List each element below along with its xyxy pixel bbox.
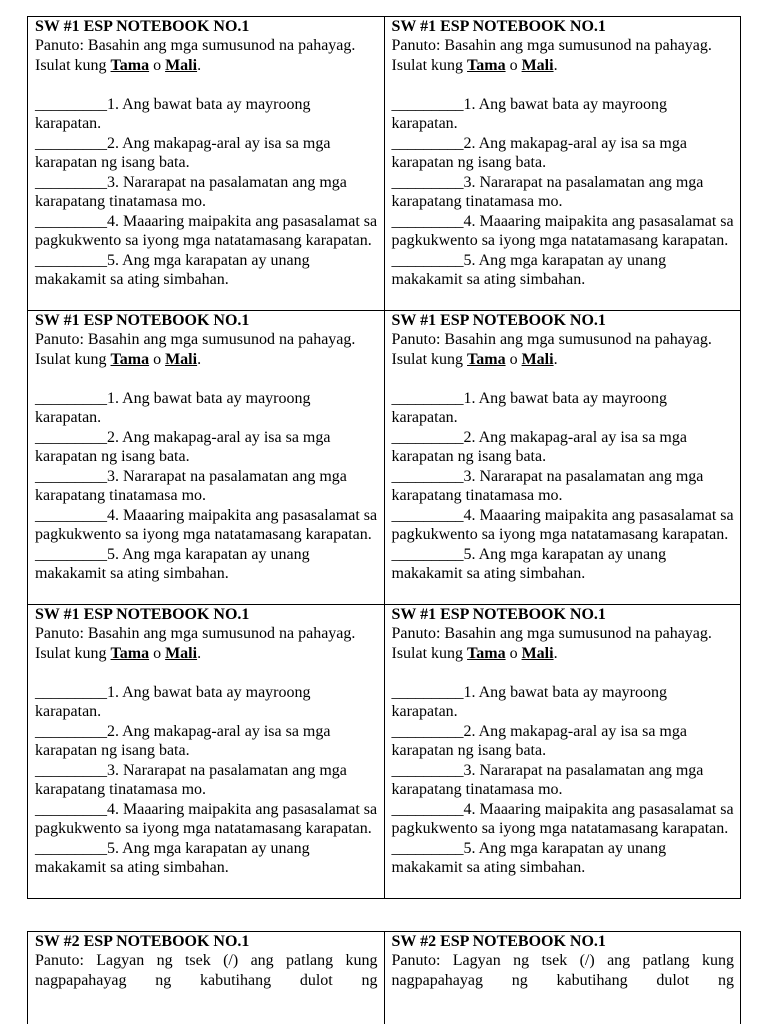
sw1-card-title: SW #1 ESP NOTEBOOK NO.1 xyxy=(35,18,250,35)
answer-blank: _________ xyxy=(35,800,107,818)
item-text: 2. Ang makapag-aral ay isa sa mga karapatan ng isang bata. xyxy=(35,428,331,465)
item-text: 2. Ang makapag-aral ay isa sa mga karapatan ng isang bata. xyxy=(391,428,687,465)
answer-blank: _________ xyxy=(35,545,107,563)
sw1-item xyxy=(392,839,735,878)
sw1-item xyxy=(392,683,735,722)
item-text: 2. Ang makapag-aral ay isa sa mga karapatan ng isang bata. xyxy=(391,722,687,759)
tama-keyword: Tama xyxy=(467,56,506,74)
sw1-item xyxy=(392,251,735,290)
blank-line-spacer xyxy=(35,75,378,95)
item-text: 4. Maaaring maipakita ang pasasalamat sa pagkukwento sa iyong mga natatamasang karapatan. xyxy=(391,506,734,543)
sw2-instructions-line: Panuto: Lagyan ng tsek (/) ang patlang kung xyxy=(35,952,378,969)
sw1-card-row xyxy=(28,17,741,311)
mali-keyword: Mali xyxy=(521,56,554,74)
answer-blank: _________ xyxy=(35,428,107,446)
answer-blank: _________ xyxy=(35,389,107,407)
sw1-item xyxy=(392,506,735,545)
sw2-card xyxy=(384,932,741,1024)
answer-blank: _________ xyxy=(391,95,464,113)
item-text: 2. Ang makapag-aral ay isa sa mga karapatan ng isang bata. xyxy=(35,722,331,759)
sw1-instructions-text: Panuto: Basahin ang mga sumusunod na pahayag. Isulat kung xyxy=(391,37,712,74)
mali-keyword: Mali xyxy=(521,350,554,368)
sw1-card-row xyxy=(28,605,741,899)
sw1-instructions-text: o xyxy=(149,644,166,662)
item-text: 5. Ang mga karapatan ay unang makakamit sa ating simbahan. xyxy=(391,839,667,876)
sw1-instructions-text: . xyxy=(553,56,558,74)
item-text: 4. Maaaring maipakita ang pasasalamat sa pagkukwento sa iyong mga natatamasang karapatan. xyxy=(35,212,378,249)
answer-blank: _________ xyxy=(35,839,107,857)
sw2-card-grid xyxy=(27,931,741,1024)
sw1-instructions-text: Panuto: Basahin ang mga sumusunod na pahayag. Isulat kung xyxy=(391,625,712,662)
sw1-item xyxy=(392,212,735,251)
answer-blank: _________ xyxy=(35,134,107,152)
sw1-card-row xyxy=(28,311,741,605)
sw1-instructions-text: o xyxy=(505,644,522,662)
sw2-instructions-line: nagpapahayag ng kabutihang dulot ng xyxy=(391,971,734,989)
item-text: 1. Ang bawat bata ay mayroong karapatan. xyxy=(35,95,311,132)
answer-blank: _________ xyxy=(391,212,464,230)
blank-line-spacer xyxy=(392,75,735,95)
answer-blank: _________ xyxy=(35,251,107,269)
sw1-instructions xyxy=(35,330,378,369)
answer-blank: _________ xyxy=(391,545,464,563)
item-text: 3. Nararapat na pasalamatan ang mga karapatang tinatamasa mo. xyxy=(35,467,347,504)
sw1-item xyxy=(35,134,378,173)
item-text: 3. Nararapat na pasalamatan ang mga karapatang tinatamasa mo. xyxy=(391,761,704,798)
item-text: 5. Ang mga karapatan ay unang makakamit sa ating simbahan. xyxy=(35,545,310,582)
answer-blank: _________ xyxy=(391,173,464,191)
sw1-item xyxy=(392,800,735,839)
sw1-item xyxy=(35,251,378,290)
sw1-card-grid xyxy=(27,16,741,899)
answer-blank: _________ xyxy=(35,467,107,485)
answer-blank: _________ xyxy=(391,683,464,701)
sw1-instructions-text: Panuto: Basahin ang mga sumusunod na pahayag. Isulat kung xyxy=(391,331,712,368)
sw1-instructions xyxy=(35,624,378,663)
sw1-item xyxy=(35,506,378,545)
sw1-item xyxy=(392,428,735,467)
mali-keyword: Mali xyxy=(521,644,554,662)
sw2-card-title: SW #2 ESP NOTEBOOK NO.1 xyxy=(35,933,250,950)
sw1-item xyxy=(392,722,735,761)
sw1-item xyxy=(392,389,735,428)
sw1-item xyxy=(35,545,378,584)
sw1-item xyxy=(35,173,378,212)
sw2-card-title: SW #2 ESP NOTEBOOK NO.1 xyxy=(391,933,606,950)
sw1-item xyxy=(392,173,735,212)
answer-blank: _________ xyxy=(391,251,464,269)
item-text: 5. Ang mga karapatan ay unang makakamit sa ating simbahan. xyxy=(391,251,667,288)
sw1-item xyxy=(35,467,378,506)
mali-keyword: Mali xyxy=(165,56,198,74)
sw1-instructions-text: Panuto: Basahin ang mga sumusunod na pahayag. Isulat kung xyxy=(35,331,356,368)
item-text: 3. Nararapat na pasalamatan ang mga karapatang tinatamasa mo. xyxy=(391,173,704,210)
sw1-item xyxy=(35,389,378,428)
sw2-instructions-line: nagpapahayag ng kabutihang dulot ng xyxy=(35,971,378,989)
sw1-item xyxy=(35,95,378,134)
sw1-card xyxy=(384,311,741,605)
sw1-card-title: SW #1 ESP NOTEBOOK NO.1 xyxy=(35,312,250,329)
item-text: 4. Maaaring maipakita ang pasasalamat sa pagkukwento sa iyong mga natatamasang karapatan. xyxy=(35,506,378,543)
item-text: 5. Ang mga karapatan ay unang makakamit sa ating simbahan. xyxy=(35,839,310,876)
sw1-item xyxy=(392,545,735,584)
answer-blank: _________ xyxy=(35,212,107,230)
sw1-item xyxy=(392,761,735,800)
sw1-instructions-text: . xyxy=(553,644,558,662)
sw1-item xyxy=(35,212,378,251)
tama-keyword: Tama xyxy=(467,350,506,368)
mali-keyword: Mali xyxy=(165,644,198,662)
answer-blank: _________ xyxy=(391,428,464,446)
item-text: 1. Ang bawat bata ay mayroong karapatan. xyxy=(391,95,667,132)
tama-keyword: Tama xyxy=(110,56,150,74)
sw1-instructions xyxy=(392,36,735,75)
answer-blank: _________ xyxy=(391,761,464,779)
sw1-item xyxy=(392,134,735,173)
sw1-card-title: SW #1 ESP NOTEBOOK NO.1 xyxy=(391,606,606,623)
sw1-card xyxy=(28,17,385,311)
sw1-card xyxy=(28,605,385,899)
sw1-instructions-text: . xyxy=(553,350,558,368)
answer-blank: _________ xyxy=(35,506,107,524)
answer-blank: _________ xyxy=(35,761,107,779)
blank-line-spacer xyxy=(35,663,378,683)
item-text: 3. Nararapat na pasalamatan ang mga karapatang tinatamasa mo. xyxy=(35,173,347,210)
answer-blank: _________ xyxy=(391,506,464,524)
tama-keyword: Tama xyxy=(467,644,506,662)
answer-blank: _________ xyxy=(391,134,464,152)
item-text: 4. Maaaring maipakita ang pasasalamat sa pagkukwento sa iyong mga natatamasang karapatan. xyxy=(35,800,378,837)
sw1-instructions-text: Panuto: Basahin ang mga sumusunod na pahayag. Isulat kung xyxy=(35,625,356,662)
sw1-instructions-text: Panuto: Basahin ang mga sumusunod na pahayag. Isulat kung xyxy=(35,37,356,74)
mali-keyword: Mali xyxy=(165,350,198,368)
sw1-instructions xyxy=(392,624,735,663)
sw1-instructions-text: o xyxy=(149,56,166,74)
answer-blank: _________ xyxy=(35,95,107,113)
answer-blank: _________ xyxy=(35,683,107,701)
sw1-card-title: SW #1 ESP NOTEBOOK NO.1 xyxy=(35,606,250,623)
item-text: 2. Ang makapag-aral ay isa sa mga karapatan ng isang bata. xyxy=(35,134,331,171)
sw1-instructions xyxy=(392,330,735,369)
sw1-item xyxy=(392,95,735,134)
sw1-item xyxy=(35,839,378,878)
item-text: 5. Ang mga karapatan ay unang makakamit sa ating simbahan. xyxy=(35,251,310,288)
item-text: 4. Maaaring maipakita ang pasasalamat sa pagkukwento sa iyong mga natatamasang karapatan. xyxy=(391,212,734,249)
sw1-instructions-text: . xyxy=(197,644,202,662)
sw1-card-title: SW #1 ESP NOTEBOOK NO.1 xyxy=(391,18,606,35)
sw1-instructions-text: . xyxy=(197,56,202,74)
sw1-card-title: SW #1 ESP NOTEBOOK NO.1 xyxy=(391,312,606,329)
sw1-item xyxy=(35,428,378,467)
item-text: 1. Ang bawat bata ay mayroong karapatan. xyxy=(391,389,667,426)
answer-blank: _________ xyxy=(391,389,464,407)
sw1-card xyxy=(384,17,741,311)
item-text: 1. Ang bawat bata ay mayroong karapatan. xyxy=(35,389,311,426)
sw1-item xyxy=(35,683,378,722)
tama-keyword: Tama xyxy=(110,350,150,368)
sw1-item xyxy=(35,761,378,800)
sw1-instructions-text: . xyxy=(197,350,202,368)
sw1-card xyxy=(28,311,385,605)
sw1-item xyxy=(35,800,378,839)
item-text: 1. Ang bawat bata ay mayroong karapatan. xyxy=(35,683,311,720)
item-text: 3. Nararapat na pasalamatan ang mga karapatang tinatamasa mo. xyxy=(35,761,347,798)
sw1-item xyxy=(35,722,378,761)
sw1-instructions-text: o xyxy=(505,350,522,368)
answer-blank: _________ xyxy=(35,722,107,740)
tama-keyword: Tama xyxy=(110,644,150,662)
blank-line-spacer xyxy=(35,369,378,389)
sw1-item xyxy=(392,467,735,506)
item-text: 2. Ang makapag-aral ay isa sa mga karapatan ng isang bata. xyxy=(391,134,687,171)
sw1-instructions-text: o xyxy=(149,350,166,368)
item-text: 3. Nararapat na pasalamatan ang mga karapatang tinatamasa mo. xyxy=(391,467,704,504)
item-text: 1. Ang bawat bata ay mayroong karapatan. xyxy=(391,683,667,720)
item-text: 4. Maaaring maipakita ang pasasalamat sa pagkukwento sa iyong mga natatamasang karapatan. xyxy=(391,800,734,837)
answer-blank: _________ xyxy=(391,800,464,818)
sw2-card-row xyxy=(28,932,741,1024)
blank-line-spacer xyxy=(392,663,735,683)
item-text: 5. Ang mga karapatan ay unang makakamit sa ating simbahan. xyxy=(391,545,667,582)
answer-blank: _________ xyxy=(391,722,464,740)
sw2-instructions-line: Panuto: Lagyan ng tsek (/) ang patlang kung xyxy=(391,952,734,969)
sw1-card xyxy=(384,605,741,899)
answer-blank: _________ xyxy=(391,467,464,485)
answer-blank: _________ xyxy=(35,173,107,191)
answer-blank: _________ xyxy=(391,839,464,857)
sw1-instructions xyxy=(35,36,378,75)
sw2-card xyxy=(28,932,385,1024)
sw1-instructions-text: o xyxy=(505,56,522,74)
blank-line-spacer xyxy=(392,369,735,389)
